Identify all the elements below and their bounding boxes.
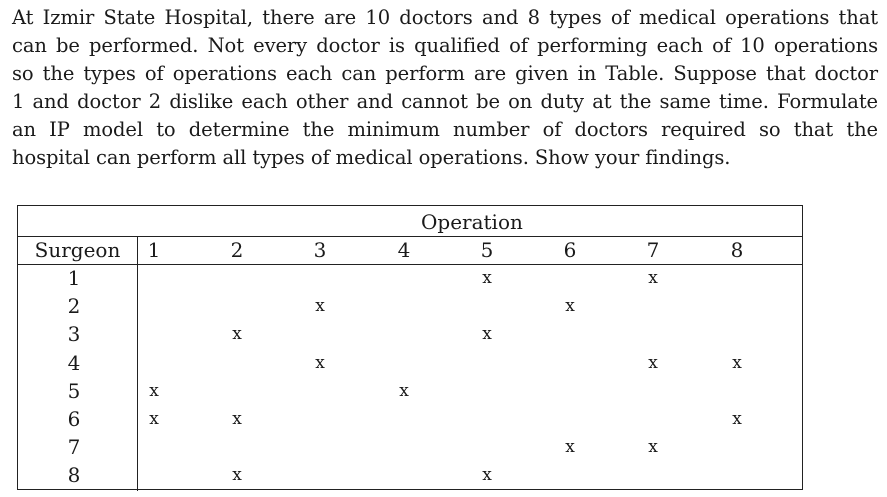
surgeon-row-label: 1: [67, 266, 81, 290]
surgeon-row-label: 8: [67, 463, 81, 488]
surgeon-row-label: 6: [67, 407, 81, 431]
operation-column-header: 1: [147, 238, 161, 262]
operation-column-header: 5: [480, 238, 494, 262]
operation-column-header: 8: [730, 238, 744, 262]
qualification-mark: x: [315, 296, 325, 317]
qualification-mark: x: [732, 352, 742, 373]
surgeon-header: Surgeon: [34, 238, 121, 262]
operation-column-header: 3: [313, 238, 327, 262]
qualification-mark: x: [315, 352, 325, 373]
surgeon-row-label: 7: [67, 435, 81, 460]
qualification-mark: x: [648, 352, 658, 373]
problem-statement: [12, 4, 878, 172]
qualification-mark: x: [232, 409, 242, 429]
problem-line: hospital can perform all types of medical operations. Show your findings.: [12, 146, 731, 169]
qualification-mark: x: [232, 465, 242, 486]
qualification-mark: x: [565, 437, 575, 458]
problem-line: 1 and doctor 2 dislike each other and cannot be on duty at the same time. Formulate: [12, 90, 878, 113]
qualification-mark: x: [482, 465, 492, 486]
surgeon-operation-table: [17, 205, 803, 490]
operation-header-label: Operation: [421, 210, 523, 234]
qualification-mark: x: [232, 324, 242, 345]
surgeon-row-label: 4: [67, 350, 81, 375]
header-underline: [18, 264, 802, 265]
problem-line: can be performed. Not every doctor is qualified of performing each of 10 operations: [12, 34, 878, 57]
surgeon-row-label: 5: [67, 378, 81, 403]
operation-column-header: 6: [563, 238, 577, 262]
operation-column-header: 2: [230, 238, 244, 262]
problem-line: At Izmir State Hospital, there are 10 doctors and 8 types of medical operations that: [12, 6, 878, 29]
qualification-mark: x: [149, 409, 159, 429]
surgeon-column-divider: [137, 236, 138, 491]
qualification-mark: x: [482, 324, 492, 345]
operation-column-header: 4: [397, 238, 411, 262]
qualification-mark: x: [399, 380, 409, 401]
surgeon-row-label: 3: [67, 322, 81, 347]
problem-line: so the types of operations each can perform are given in Table. Suppose that doctor: [12, 62, 878, 85]
qualification-mark: x: [732, 409, 742, 429]
qualification-mark: x: [482, 268, 492, 288]
operation-column-header: 7: [646, 238, 660, 262]
operation-group-header: [18, 206, 802, 236]
qualification-mark: x: [648, 437, 658, 458]
problem-line: an IP model to determine the minimum number of doctors required so that the: [12, 118, 878, 141]
qualification-mark: x: [149, 380, 159, 401]
surgeon-row-label: 2: [67, 294, 81, 319]
qualification-mark: x: [648, 268, 658, 288]
qualification-mark: x: [565, 296, 575, 317]
